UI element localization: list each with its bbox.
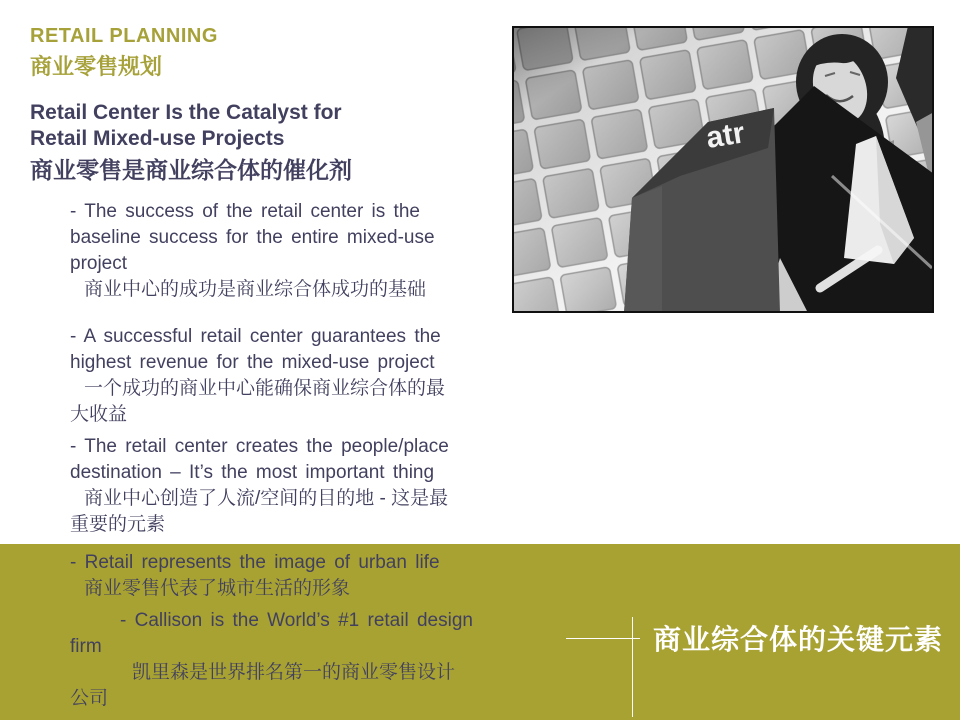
bullet-line-zh: 商业中心创造了人流/空间的目的地 - 这是最 <box>84 488 449 509</box>
bullet-line-zh: 公司 <box>70 688 109 709</box>
bullet-line-zh: 重要的元素 <box>70 514 166 535</box>
bullet-line-zh: 凯里森是世界排名第一的商业零售设计 <box>132 662 456 683</box>
slide-title-zh: 商业零售是商业综合体的催化剂 <box>30 157 352 183</box>
bag-logo-text: atr <box>703 116 747 155</box>
bullet-paragraph-1 <box>70 199 515 303</box>
eyebrow-title-en: RETAIL PLANNING <box>30 25 218 47</box>
shopper-photo <box>512 26 934 313</box>
bullet-line: highest revenue for the mixed-use project <box>70 352 435 373</box>
shopper-photo-illustration <box>512 26 934 313</box>
bullet-line: - Callison is the World’s #1 retail design <box>120 610 473 631</box>
bullet-paragraph-2 <box>70 324 515 428</box>
slide-title-en-line2: Retail Mixed-use Projects <box>30 127 285 150</box>
bullet-paragraph-4 <box>70 550 515 602</box>
bullet-paragraph-3 <box>70 434 515 538</box>
bullet-line: - The retail center creates the people/place <box>70 436 449 457</box>
bullet-line-zh: 大收益 <box>70 404 128 425</box>
bullet-line-zh: 商业零售代表了城市生活的形象 <box>84 578 351 599</box>
bullet-line: - The success of the retail center is the <box>70 201 420 222</box>
bullet-line-zh: 商业中心的成功是商业综合体成功的基础 <box>84 279 427 300</box>
bullet-line-zh: 一个成功的商业中心能确保商业综合体的最 <box>84 378 446 399</box>
bullet-line: - A successful retail center guarantees the <box>70 326 441 347</box>
bullet-paragraph-5 <box>70 608 515 712</box>
eyebrow-title-zh: 商业零售规划 <box>30 54 163 79</box>
caption-rule-horizontal <box>566 638 640 639</box>
bullet-line: firm <box>70 636 102 657</box>
bullet-line: - Retail represents the image of urban life <box>70 552 440 573</box>
slide-title-en-line1: Retail Center Is the Catalyst for <box>30 101 342 124</box>
caption-rule-vertical <box>632 617 633 717</box>
bullet-line: baseline success for the entire mixed-use <box>70 227 435 248</box>
section-caption: 商业综合体的关键元素 <box>653 624 944 655</box>
bullet-line: project <box>70 253 128 274</box>
bullet-line: destination – It’s the most important thing <box>70 462 435 483</box>
